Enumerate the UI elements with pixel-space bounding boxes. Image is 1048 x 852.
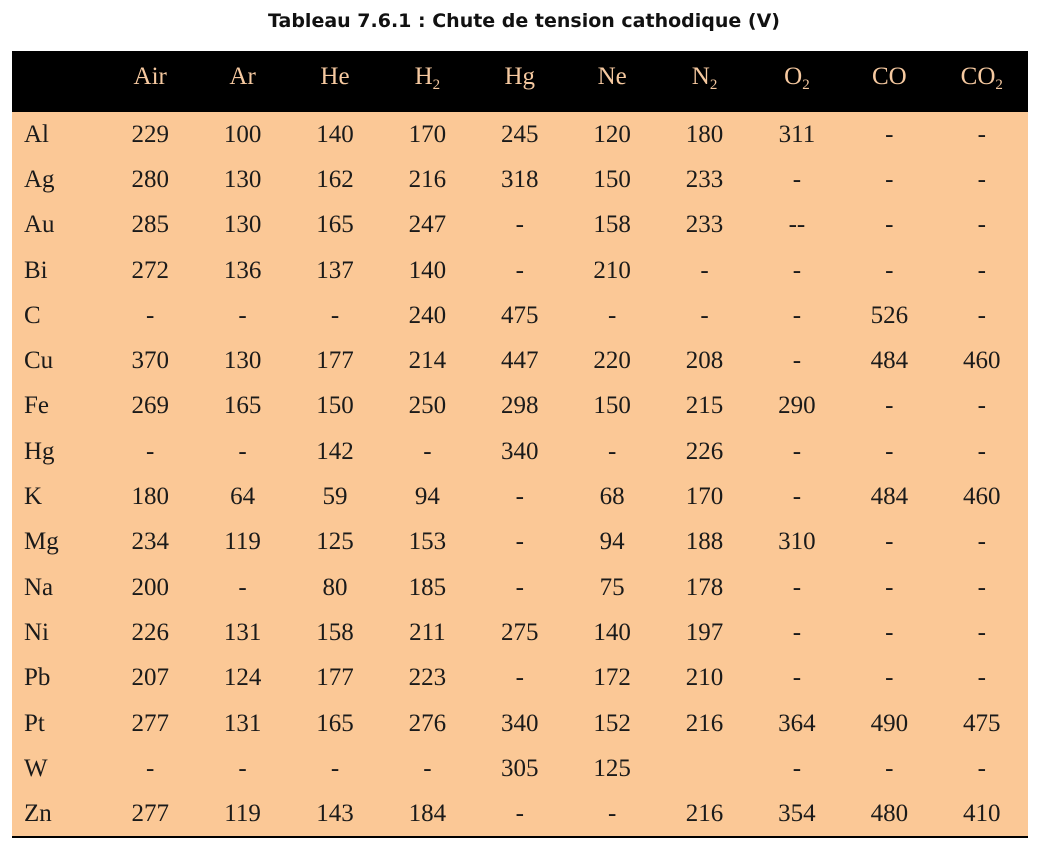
header-label: Ar [229, 62, 256, 90]
value-cell: 180 [131, 483, 169, 511]
value-cell: 94 [599, 528, 625, 556]
value-cell: 364 [778, 709, 816, 737]
value-cell: - [330, 754, 340, 782]
value-cell: - [885, 211, 894, 239]
header-label: N [691, 62, 710, 90]
value-cell [658, 746, 750, 791]
value-cell: 223 [408, 664, 447, 692]
value-cell: 124 [223, 664, 262, 692]
value-cell: - [977, 618, 986, 646]
value-cell: 211 [409, 618, 446, 646]
value-cell: - [515, 528, 524, 556]
value-cell: - [977, 211, 986, 239]
value-cell: 340 [501, 437, 539, 465]
header-label: H [414, 62, 433, 90]
value-cell: 460 [963, 483, 1001, 511]
value-cell: - [885, 754, 894, 782]
value-cell: 197 [685, 618, 724, 646]
value-cell: 215 [685, 392, 724, 420]
value-cell: - [977, 528, 986, 556]
table-row [12, 338, 1028, 383]
header-label: Air [133, 62, 167, 90]
value-cell: 94 [414, 483, 440, 511]
table-row [12, 746, 1028, 791]
element-cell: Ni [24, 618, 49, 646]
value-cell: - [700, 256, 709, 284]
value-cell: 140 [408, 256, 447, 284]
value-cell: 272 [131, 256, 169, 284]
header-cell [474, 51, 566, 112]
value-cell: 125 [316, 528, 354, 556]
value-cell: 354 [778, 799, 816, 827]
value-cell: - [515, 211, 524, 239]
table-row [12, 610, 1028, 655]
value-cell: 208 [685, 347, 724, 375]
value-cell: 140 [316, 120, 354, 148]
table-body [12, 112, 1028, 837]
value-cell: 233 [685, 211, 724, 239]
value-cell: 311 [778, 120, 816, 148]
table-row [12, 203, 1028, 248]
value-cell: 185 [408, 573, 447, 601]
element-cell: Ag [24, 165, 55, 193]
value-cell: 119 [224, 528, 261, 556]
value-cell: 150 [593, 392, 631, 420]
value-cell: 234 [131, 528, 169, 556]
value-cell: - [146, 754, 155, 782]
value-cell: 158 [593, 211, 631, 239]
value-cell: 177 [316, 347, 354, 375]
value-cell: 229 [131, 120, 169, 148]
value-cell: 170 [408, 120, 447, 148]
header-label: He [320, 62, 350, 90]
value-cell: 165 [316, 709, 354, 737]
value-cell: - [146, 301, 155, 329]
value-cell: 318 [501, 165, 539, 193]
table-row [12, 112, 1028, 157]
value-cell: 119 [224, 799, 261, 827]
element-cell: Bi [24, 256, 48, 284]
header-label: CO [871, 62, 907, 90]
table-row [12, 248, 1028, 293]
element-cell: C [24, 301, 41, 329]
value-cell: - [977, 256, 986, 284]
value-cell: 210 [685, 664, 724, 692]
value-cell: 240 [408, 301, 447, 329]
table-row [12, 157, 1028, 202]
value-cell: - [515, 573, 524, 601]
table-row [12, 474, 1028, 519]
value-cell: 410 [963, 799, 1001, 827]
header-cell-empty [12, 51, 104, 112]
value-cell: 480 [870, 799, 909, 827]
value-cell: 170 [685, 483, 724, 511]
header-label: Ne [597, 62, 627, 90]
value-cell: 120 [593, 120, 631, 148]
value-cell: 165 [223, 392, 262, 420]
value-cell: - [792, 618, 802, 646]
value-cell: 275 [501, 618, 539, 646]
value-cell: - [238, 437, 247, 465]
value-cell: 245 [501, 120, 539, 148]
value-cell: - [607, 301, 617, 329]
header-label: O [784, 62, 803, 90]
value-cell: 68 [599, 483, 625, 511]
header-cell [936, 51, 1028, 112]
value-cell: - [885, 392, 894, 420]
element-cell: Pt [24, 709, 45, 737]
value-cell: 177 [316, 664, 354, 692]
element-cell: Au [24, 211, 55, 239]
table-row [12, 565, 1028, 610]
header-cell [289, 51, 381, 112]
element-cell: K [24, 483, 43, 511]
value-cell: 152 [593, 709, 631, 737]
value-cell: 150 [593, 165, 631, 193]
value-cell: - [977, 437, 986, 465]
value-cell: 226 [131, 618, 169, 646]
value-cell: 280 [131, 165, 169, 193]
value-cell: - [423, 437, 432, 465]
value-cell: 150 [316, 392, 354, 420]
value-cell: 130 [223, 347, 262, 375]
value-cell: 142 [316, 437, 354, 465]
header-cell [751, 51, 843, 112]
value-cell: - [515, 799, 524, 827]
value-cell: 305 [501, 754, 539, 782]
header-cell [566, 51, 658, 112]
value-cell: 140 [593, 618, 631, 646]
value-cell: 247 [408, 211, 447, 239]
value-cell: 207 [131, 664, 169, 692]
table-row [12, 429, 1028, 474]
value-cell: - [607, 437, 617, 465]
value-cell: - [792, 483, 802, 511]
value-cell: 172 [593, 664, 631, 692]
value-cell: 130 [223, 165, 262, 193]
value-cell: - [792, 573, 802, 601]
value-cell: 180 [685, 120, 724, 148]
value-cell: - [792, 754, 802, 782]
value-cell: 100 [223, 120, 262, 148]
value-cell: 214 [408, 347, 447, 375]
value-cell: 165 [316, 211, 354, 239]
table-row [12, 656, 1028, 701]
table-row [12, 520, 1028, 565]
element-cell: Pb [24, 664, 51, 692]
value-cell: 59 [322, 483, 348, 511]
value-cell: - [792, 347, 802, 375]
value-cell: 226 [685, 437, 724, 465]
value-cell: - [885, 165, 894, 193]
value-cell: - [238, 754, 247, 782]
value-cell: - [977, 664, 986, 692]
value-cell: - [515, 483, 524, 511]
element-cell: Mg [24, 528, 59, 556]
value-cell: - [792, 437, 802, 465]
value-cell: - [885, 664, 894, 692]
value-cell: 526 [870, 301, 909, 329]
element-cell: Fe [24, 392, 49, 420]
value-cell: - [607, 799, 617, 827]
header-label: Hg [504, 62, 536, 90]
header-subscript: 2 [709, 76, 718, 93]
value-cell: 484 [870, 483, 909, 511]
header-cell [843, 51, 935, 112]
value-cell: - [885, 437, 894, 465]
value-cell: 484 [870, 347, 909, 375]
value-cell: - [423, 754, 432, 782]
header-row [12, 51, 1028, 112]
value-cell: - [977, 301, 986, 329]
value-cell: 136 [223, 256, 262, 284]
header-subscript: 2 [432, 76, 441, 93]
element-cell: Cu [24, 347, 54, 375]
value-cell: 75 [599, 573, 625, 601]
value-cell: - [792, 256, 802, 284]
value-cell: - [885, 573, 894, 601]
value-cell: 210 [593, 256, 631, 284]
value-cell: 131 [223, 709, 262, 737]
value-cell: 233 [685, 165, 724, 193]
value-cell: 250 [408, 392, 447, 420]
value-cell: 290 [778, 392, 816, 420]
value-cell: - [977, 754, 986, 782]
value-cell: - [792, 664, 802, 692]
element-cell: Zn [24, 799, 52, 827]
value-cell: 340 [501, 709, 539, 737]
value-cell: 277 [131, 709, 169, 737]
value-cell: 370 [131, 347, 169, 375]
value-cell: 143 [316, 799, 354, 827]
value-cell: 80 [322, 573, 348, 601]
table-title: Tableau 7.6.1 : Chute de tension cathodique (V) [268, 10, 780, 32]
value-cell: 220 [593, 347, 631, 375]
value-cell: 153 [408, 528, 447, 556]
value-cell: - [238, 573, 247, 601]
cathode-voltage-table [12, 51, 1028, 838]
value-cell: 447 [501, 347, 539, 375]
value-cell: 298 [501, 392, 539, 420]
value-cell: -- [788, 211, 806, 239]
value-cell: 137 [316, 256, 354, 284]
value-cell: - [885, 528, 894, 556]
value-cell: 130 [223, 211, 262, 239]
element-cell: Hg [24, 437, 55, 465]
value-cell: 178 [685, 573, 724, 601]
element-cell: Na [24, 573, 54, 601]
value-cell: 310 [778, 528, 816, 556]
value-cell: 490 [870, 709, 909, 737]
value-cell: - [885, 256, 894, 284]
value-cell: 285 [131, 211, 169, 239]
value-cell: - [792, 301, 802, 329]
value-cell: 200 [131, 573, 169, 601]
value-cell: 460 [963, 347, 1001, 375]
value-cell: - [885, 120, 894, 148]
value-cell: - [238, 301, 247, 329]
value-cell: - [977, 392, 986, 420]
value-cell: - [700, 301, 709, 329]
value-cell: 269 [131, 392, 169, 420]
header-cell [658, 51, 750, 112]
value-cell: 162 [316, 165, 354, 193]
header-cell [381, 51, 473, 112]
element-cell: Al [24, 120, 49, 148]
header-label: CO [960, 62, 996, 90]
table-row [12, 701, 1028, 746]
value-cell: - [515, 664, 524, 692]
value-cell: 277 [131, 799, 169, 827]
value-cell: 125 [593, 754, 631, 782]
table-row [12, 293, 1028, 338]
value-cell: 158 [316, 618, 354, 646]
value-cell: 188 [685, 528, 724, 556]
element-cell: W [24, 754, 48, 782]
header-cell [104, 51, 196, 112]
value-cell: - [146, 437, 155, 465]
value-cell: - [885, 618, 894, 646]
value-cell: - [977, 573, 986, 601]
value-cell: 184 [408, 799, 447, 827]
table-row [12, 791, 1028, 836]
value-cell: 64 [230, 483, 256, 511]
value-cell: 276 [408, 709, 447, 737]
value-cell: - [977, 165, 986, 193]
value-cell: - [977, 120, 986, 148]
value-cell: 216 [685, 709, 724, 737]
value-cell: 131 [223, 618, 262, 646]
value-cell: - [330, 301, 340, 329]
value-cell: - [792, 165, 802, 193]
header-cell [196, 51, 288, 112]
value-cell: 475 [963, 709, 1001, 737]
header-subscript: 2 [995, 76, 1003, 93]
table-row [12, 384, 1028, 429]
header-subscript: 2 [802, 76, 810, 93]
value-cell: 475 [501, 301, 539, 329]
value-cell: 216 [685, 799, 724, 827]
value-cell: 216 [408, 165, 447, 193]
value-cell: - [515, 256, 524, 284]
